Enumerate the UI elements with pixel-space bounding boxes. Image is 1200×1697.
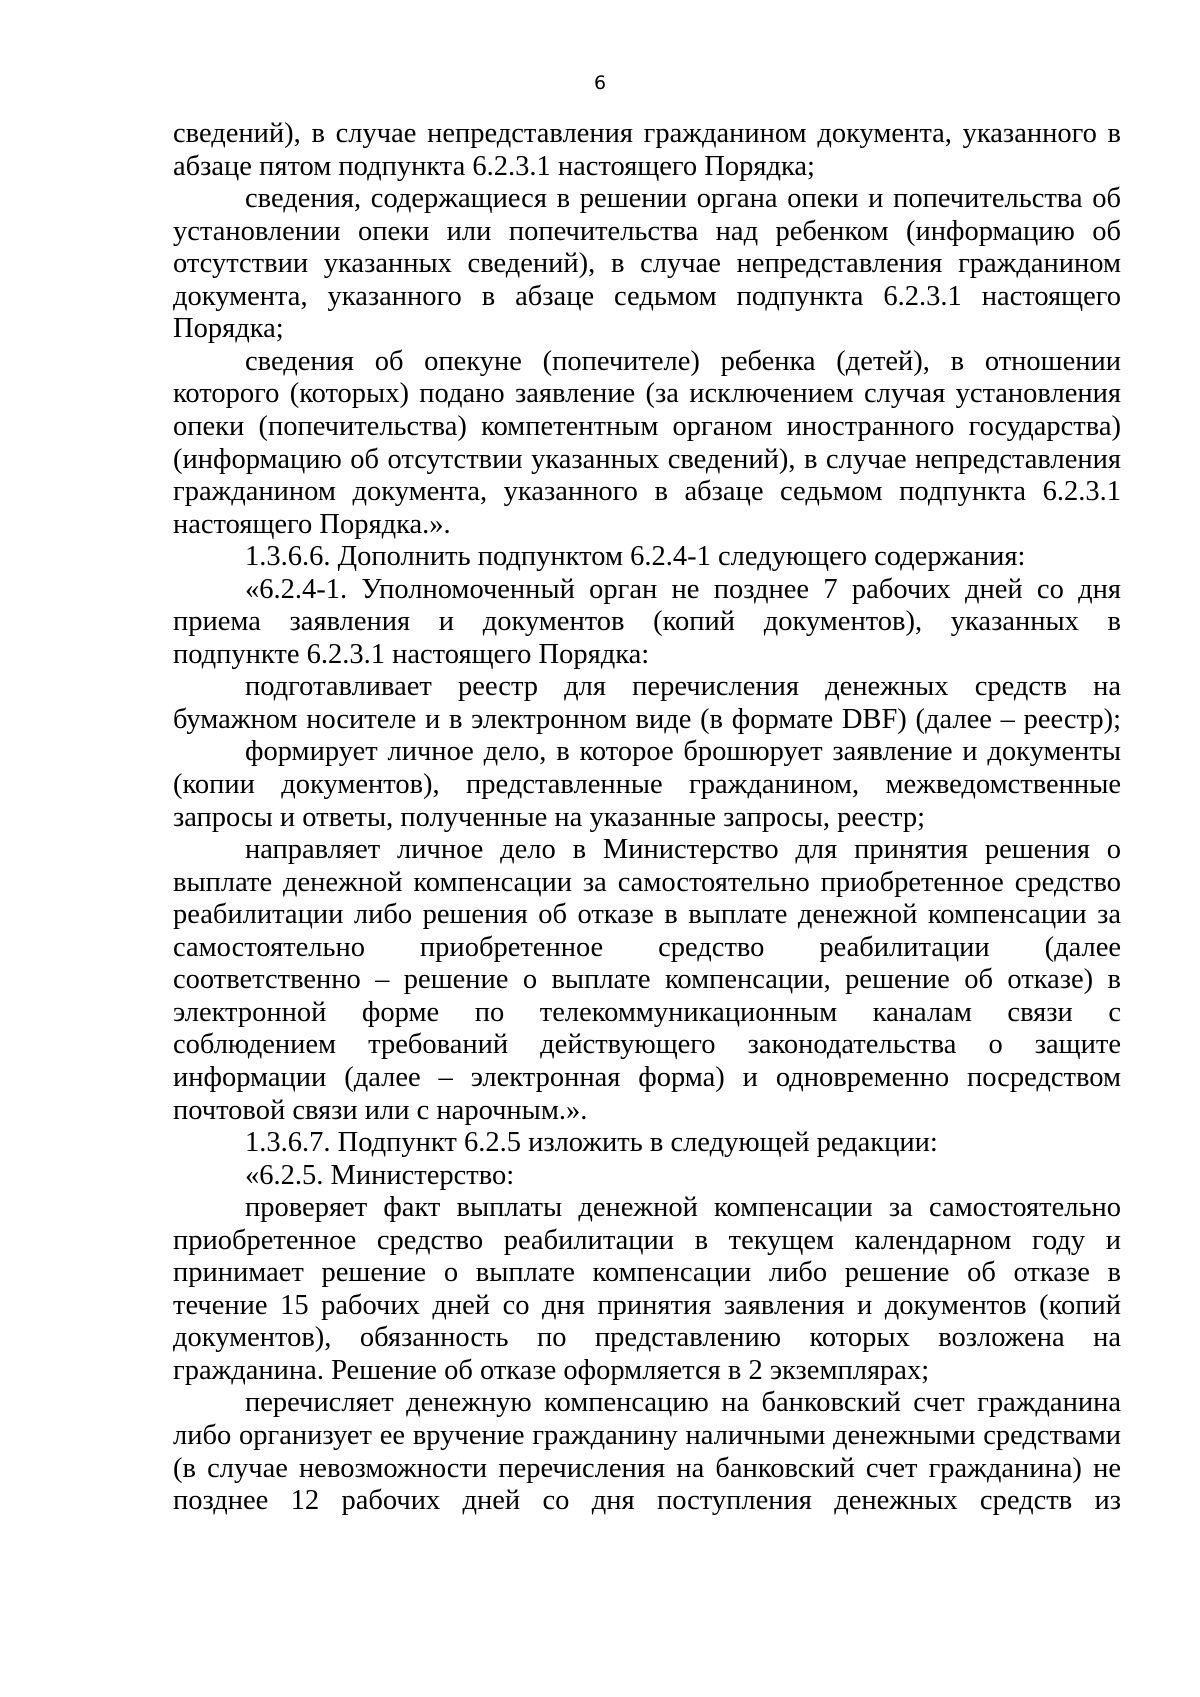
- paragraph-first-line: направляет личное дело в Министерство для принятия решения о: [245, 834, 1121, 865]
- text-line: (копии документов), представленные гражданином, межведомственные: [173, 769, 1121, 800]
- text-line: приобретенное средство реабилитации в текущем календарном году и: [173, 1225, 1121, 1256]
- paragraph-first-line: проверяет факт выплаты денежной компенсации за самостоятельно: [245, 1192, 1121, 1223]
- text-line: принимает решение о выплате компенсации либо решение об отказе в: [173, 1257, 1121, 1288]
- paragraph-first-line: сведения, содержащиеся в решении органа опеки и попечительства об: [245, 183, 1121, 214]
- text-line: соответственно – решение о выплате компенсации, решение об отказе) в: [173, 964, 1121, 995]
- paragraph-first-line: «6.2.4-1. Уполномоченный орган не позднее 7 рабочих дней со дня: [245, 574, 1121, 605]
- text-line: позднее 12 рабочих дней со дня поступления денежных средств из: [173, 1485, 1121, 1516]
- text-line: сведений), в случае непредставления гражданином документа, указанного в: [173, 118, 1121, 149]
- paragraph-first-line: формирует личное дело, в которое брошюрует заявление и документы: [245, 736, 1121, 767]
- text-line: информации (далее – электронная форма) и одновременно посредством: [173, 1062, 1121, 1093]
- text-line: бумажном носителе и в электронном виде (в формате DBF) (далее – реестр);: [173, 704, 1121, 735]
- paragraph-first-line: подготавливает реестр для перечисления денежных средств на: [245, 671, 1121, 702]
- paragraph-first-line: 1.3.6.7. Подпункт 6.2.5 изложить в следующей редакции:: [245, 1127, 938, 1158]
- text-line: опеки (попечительства) компетентным органом иностранного государства): [173, 411, 1121, 442]
- text-line: (в случае невозможности перечисления на банковский счет гражданина) не: [173, 1453, 1121, 1484]
- paragraph-first-line: «6.2.5. Министерство:: [245, 1160, 515, 1191]
- text-line: настоящего Порядка.».: [173, 509, 451, 540]
- text-line: которого (которых) подано заявление (за исключением случая установления: [173, 378, 1121, 409]
- text-line: реабилитации либо решения об отказе в выплате денежной компенсации за: [173, 899, 1121, 930]
- text-line: отсутствии указанных сведений), в случае непредставления гражданином: [173, 248, 1121, 279]
- text-line: гражданина. Решение об отказе оформляется в 2 экземплярах;: [173, 1355, 930, 1386]
- paragraph-first-line: 1.3.6.6. Дополнить подпунктом 6.2.4-1 следующего содержания:: [245, 541, 1026, 572]
- text-line: выплате денежной компенсации за самостоятельно приобретенное средство: [173, 867, 1121, 898]
- text-line: соблюдением требований действующего законодательства о защите: [173, 1029, 1121, 1060]
- text-line: документов), обязанность по представлению которых возложена на: [173, 1322, 1121, 1353]
- text-line: абзаце пятом подпункта 6.2.3.1 настоящего Порядка;: [173, 151, 815, 182]
- page-number: 6: [593, 72, 607, 94]
- text-line: почтовой связи или с нарочным.».: [173, 1095, 588, 1126]
- text-line: Порядка;: [173, 313, 284, 344]
- text-line: либо организует ее вручение гражданину наличными денежными средствами: [173, 1420, 1121, 1451]
- text-line: самостоятельно приобретенное средство реабилитации (далее: [173, 932, 1121, 963]
- paragraph-first-line: сведения об опекуне (попечителе) ребенка (детей), в отношении: [245, 346, 1121, 377]
- text-line: электронной форме по телекоммуникационным каналам связи с: [173, 997, 1121, 1028]
- text-line: документа, указанного в абзаце седьмом подпункта 6.2.3.1 настоящего: [173, 281, 1121, 312]
- text-line: приема заявления и документов (копий документов), указанных в: [173, 606, 1121, 637]
- text-line: (информацию об отсутствии указанных сведений), в случае непредставления: [173, 444, 1121, 475]
- text-line: запросы и ответы, полученные на указанные запросы, реестр;: [173, 802, 926, 833]
- text-line: подпункте 6.2.3.1 настоящего Порядка:: [173, 639, 650, 670]
- text-line: гражданином документа, указанного в абзаце седьмом подпункта 6.2.3.1: [173, 476, 1121, 507]
- paragraph-first-line: перечисляет денежную компенсацию на банковский счет гражданина: [245, 1387, 1121, 1418]
- text-line: установлении опеки или попечительства над ребенком (информацию об: [173, 216, 1121, 247]
- text-line: течение 15 рабочих дней со дня принятия заявления и документов (копий: [173, 1290, 1121, 1321]
